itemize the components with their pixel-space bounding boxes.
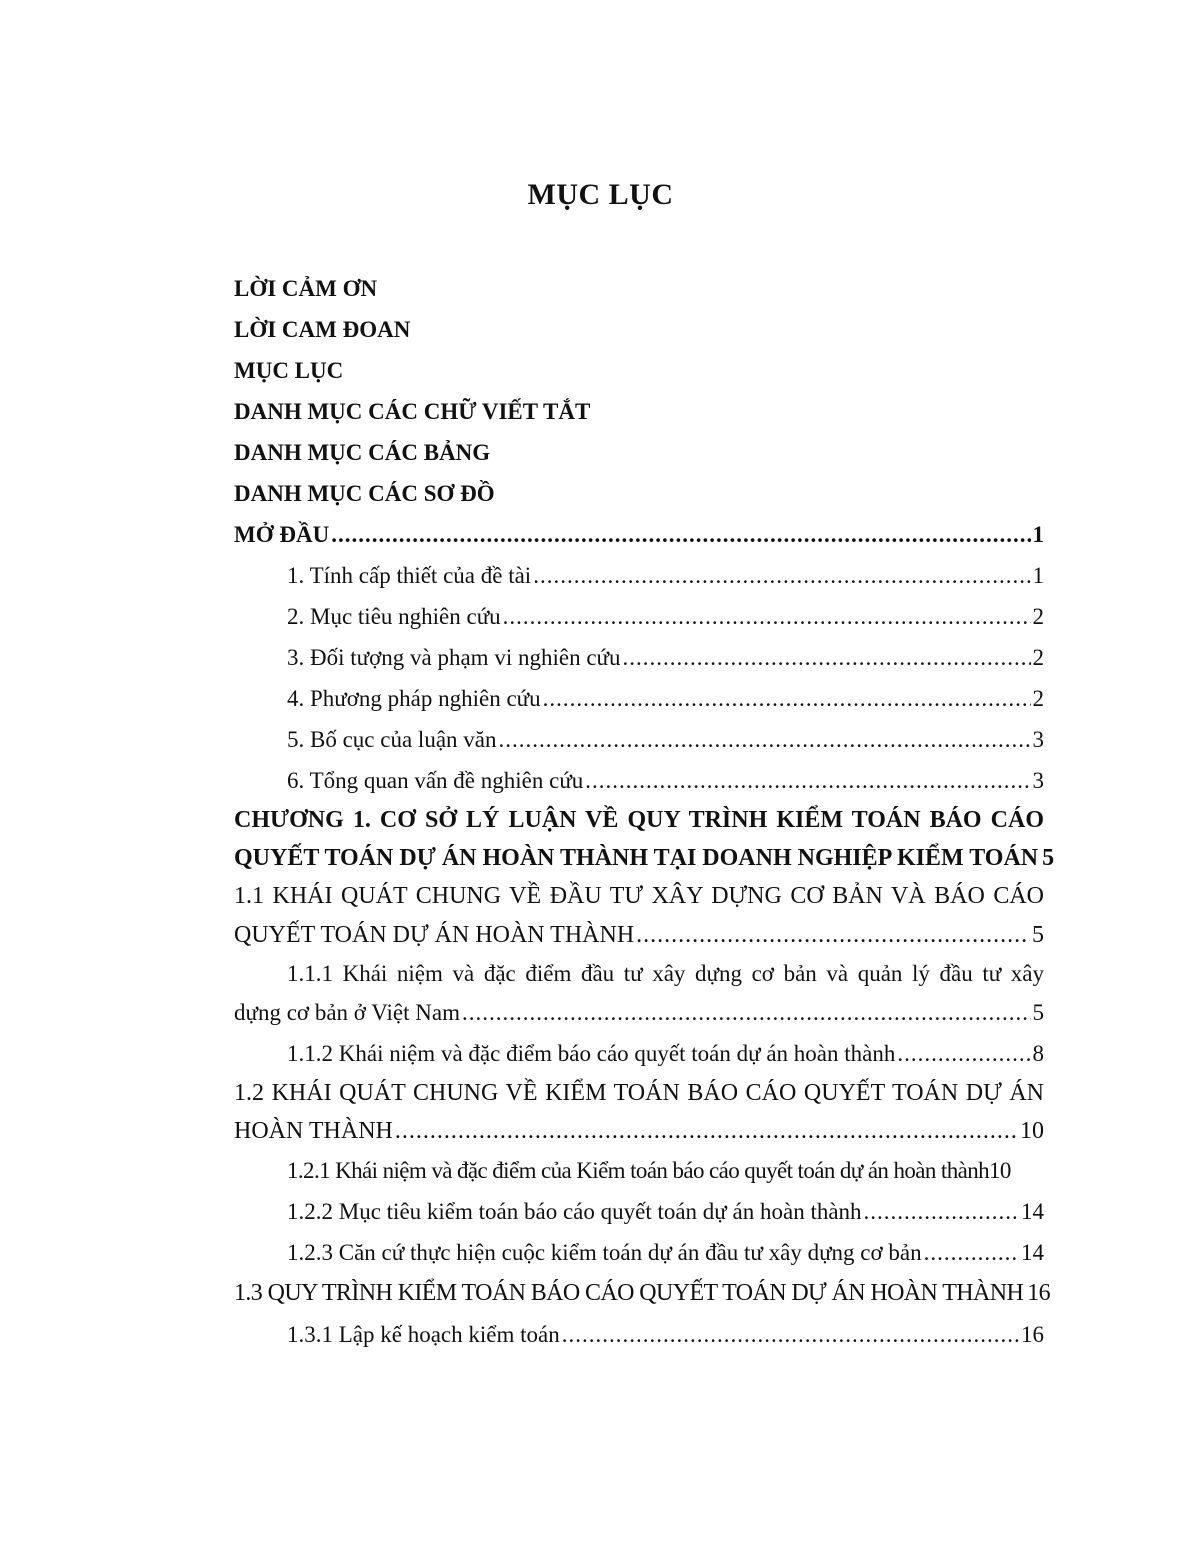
toc-entry-chuong-1[interactable]	[234, 801, 1055, 877]
toc-entry-text-line1: 1.1 KHÁI QUÁT CHUNG VỀ ĐẦU TƯ XÂY DỰNG CƠ BẢN VÀ BÁO CÁO	[234, 883, 1044, 909]
toc-page-number: 2	[1032, 686, 1044, 711]
toc-leader-dots	[543, 678, 1031, 719]
toc-leader-dots	[462, 993, 1031, 1033]
toc-entry-1-1[interactable]	[234, 877, 1044, 955]
toc-entry-3[interactable]	[234, 637, 1044, 678]
toc-entry-1-2[interactable]	[234, 1074, 1044, 1150]
toc-entry-text: DANH MỤC CÁC CHỮ VIẾT TẮT	[234, 399, 591, 424]
toc-page-number: 3	[1032, 727, 1044, 752]
toc-page-number: 5	[1042, 845, 1055, 871]
toc-leader-dots	[585, 760, 1030, 801]
toc-entry-2[interactable]	[234, 596, 1044, 637]
page-title: MỤC LỤC	[527, 178, 674, 211]
toc-page-number: 16	[1021, 1322, 1044, 1347]
toc-entry-mo-dau[interactable]	[234, 514, 1044, 555]
toc-entry-text: 3. Đối tượng và phạm vi nghiên cứu	[287, 645, 621, 670]
toc-entry-text: 1.2.2 Mục tiêu kiểm toán báo cáo quyết toán dự án hoàn thành	[287, 1199, 862, 1224]
toc-page-number: 2	[1032, 604, 1044, 629]
toc-entry-1-2-3[interactable]	[234, 1232, 1044, 1273]
toc-entry-cac-so-do[interactable]	[234, 473, 1044, 514]
toc-entry-text: 1.2.1 Khái niệm và đặc điểm của Kiểm toán báo cáo quyết toán dự án hoàn thành	[287, 1158, 990, 1183]
toc-entry-text: LỜI CAM ĐOAN	[234, 317, 411, 342]
toc-leader-dots	[623, 637, 1031, 678]
toc-entry-chu-viet-tat[interactable]	[234, 391, 1044, 432]
toc-leader-dots	[498, 719, 1030, 760]
toc-leader-dots	[395, 1112, 1018, 1150]
toc-entry-text-line2: QUYẾT TOÁN DỰ ÁN HOÀN THÀNH	[234, 922, 635, 948]
toc-entry-1-1-1[interactable]	[234, 955, 1044, 1033]
toc-leader-dots	[503, 596, 1031, 637]
toc-entry-text: 6. Tổng quan vấn đề nghiên cứu	[287, 768, 584, 793]
toc-entry-text-line1: CHƯƠNG 1. CƠ SỞ LÝ LUẬN VỀ QUY TRÌNH KIỂM TOÁN BÁO CÁO	[234, 807, 1044, 833]
toc-entry-text-line2: QUYẾT TOÁN DỰ ÁN HOÀN THÀNH TẠI DOANH NGHIỆP KIỂM TOÁN	[234, 845, 1039, 871]
toc-entry-loi-cam-doan[interactable]	[234, 309, 1044, 350]
toc-entry-1[interactable]	[234, 555, 1044, 596]
toc-page-number: 1	[1032, 563, 1044, 588]
toc-leader-dots	[924, 1232, 1019, 1273]
table-of-contents	[234, 268, 1055, 1355]
toc-page-number: 2	[1032, 645, 1044, 670]
toc-entry-text-line2: dựng cơ bản ở Việt Nam	[234, 1000, 460, 1025]
toc-page-number: 14	[1021, 1240, 1044, 1265]
toc-entry-text: 1.2.3 Căn cứ thực hiện cuộc kiểm toán dự án đầu tư xây dựng cơ bản	[287, 1240, 922, 1265]
toc-page-number: 10	[989, 1158, 1011, 1183]
toc-entry-text-line1: 1.1.1 Khái niệm và đặc điểm đầu tư xây dựng cơ bản và quản lý đầu tư xây	[287, 961, 1044, 986]
toc-page-number: 5	[1032, 922, 1044, 948]
toc-leader-dots	[864, 1191, 1019, 1232]
toc-entry-text: 1.1.2 Khái niệm và đặc điểm báo cáo quyết toán dự án hoàn thành	[287, 1041, 896, 1066]
toc-page-number: 10	[1020, 1118, 1044, 1144]
toc-entry-text: 4. Phương pháp nghiên cứu	[287, 686, 541, 711]
toc-entry-text-line2: HOÀN THÀNH	[234, 1118, 393, 1144]
toc-entry-loi-cam-on[interactable]	[234, 268, 1044, 309]
toc-entry-text: MỤC LỤC	[234, 358, 344, 383]
toc-entry-1-2-1[interactable]	[234, 1150, 1044, 1191]
toc-leader-dots	[897, 1033, 1030, 1074]
toc-entry-5[interactable]	[234, 719, 1044, 760]
toc-entry-cac-bang[interactable]	[234, 432, 1044, 473]
toc-entry-text: LỜI CẢM ƠN	[234, 276, 378, 301]
toc-leader-dots	[331, 514, 1030, 555]
toc-entry-text: 1.3.1 Lập kế hoạch kiểm toán	[287, 1322, 560, 1347]
toc-entry-text-line1: 1.2 KHÁI QUÁT CHUNG VỀ KIỂM TOÁN BÁO CÁO QUYẾT TOÁN DỰ ÁN	[234, 1080, 1044, 1106]
toc-page-number: 16	[1027, 1280, 1051, 1306]
toc-entry-1-1-2[interactable]	[234, 1033, 1044, 1074]
toc-entry-1-3-1[interactable]	[234, 1314, 1044, 1355]
toc-page-number: 5	[1032, 1000, 1044, 1025]
toc-entry-text: 1. Tính cấp thiết của đề tài	[287, 563, 532, 588]
toc-entry-1-2-2[interactable]	[234, 1191, 1044, 1232]
toc-entry-text: 1.3 QUY TRÌNH KIỂM TOÁN BÁO CÁO QUYẾT TOÁN DỰ ÁN HOÀN THÀNH	[234, 1280, 1024, 1306]
toc-leader-dots	[533, 555, 1030, 596]
toc-entry-text: MỞ ĐẦU	[234, 522, 330, 547]
toc-entry-text: 5. Bố cục của luận văn	[287, 727, 497, 752]
toc-page-number: 8	[1032, 1041, 1044, 1066]
toc-page-number: 14	[1021, 1199, 1044, 1224]
toc-entry-text: 2. Mục tiêu nghiên cứu	[287, 604, 501, 629]
toc-leader-dots	[636, 915, 1030, 955]
toc-page-number: 1	[1032, 522, 1044, 547]
toc-page-number: 3	[1032, 768, 1044, 793]
toc-entry-1-3[interactable]	[234, 1273, 1051, 1314]
toc-entry-text: DANH MỤC CÁC BẢNG	[234, 440, 491, 465]
toc-leader-dots	[562, 1314, 1019, 1355]
toc-entry-muc-luc[interactable]	[234, 350, 1044, 391]
toc-entry-4[interactable]	[234, 678, 1044, 719]
toc-entry-text: DANH MỤC CÁC SƠ ĐỒ	[234, 481, 495, 506]
toc-entry-6[interactable]	[234, 760, 1044, 801]
